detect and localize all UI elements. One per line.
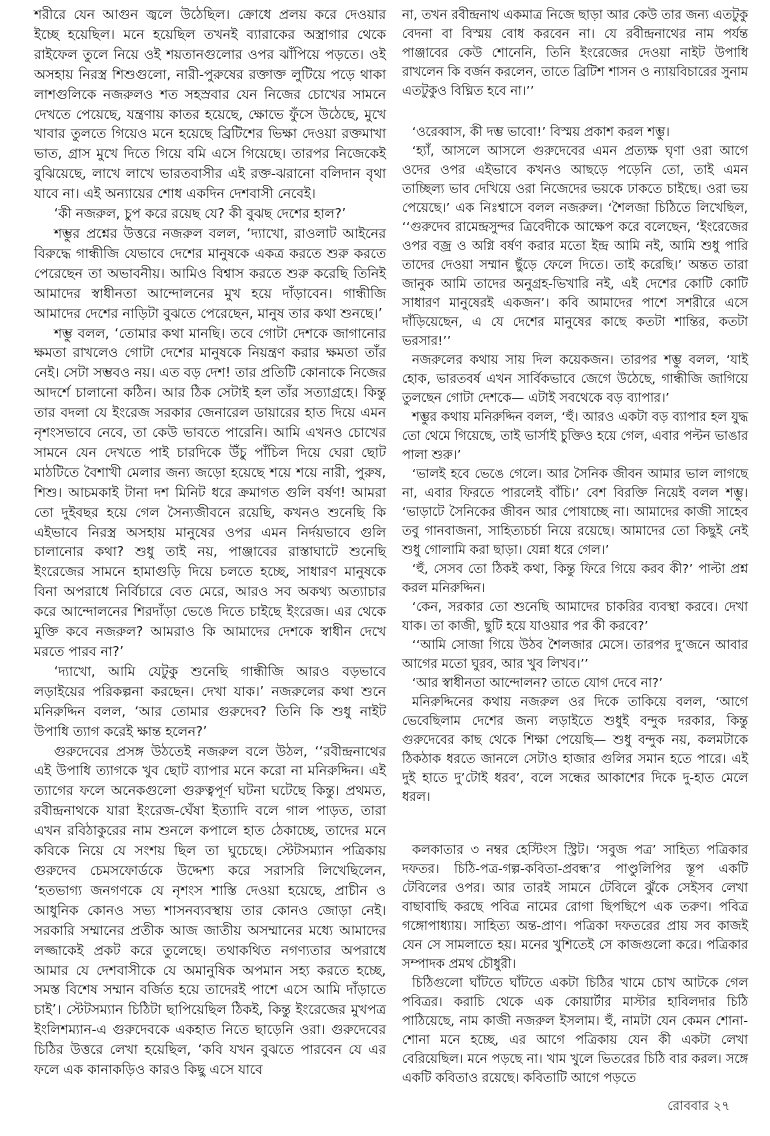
section-break	[402, 807, 748, 841]
paragraph: ‘আর স্বাধীনতা আন্দোলন? তাতে যোগ দেবে না?’	[412, 676, 663, 691]
paragraph: ‘ওরেব্বাস, কী দম্ভ ভাবো!’ বিস্ময় প্রকাশ করল শম্ভু।	[412, 125, 670, 140]
paragraph: কলকাতার ৩ নম্বর হেস্টিংস স্ট্রিট। ‘সবুজ পত্র’ সাহিত্য পত্রিকার দফতর। চিঠি-পত্র-গল্প-কবিতা-প্রবন্ধ’র পাণ্ডুলিপির স্তূপ একটি টেবিলের ওপর। আর তারই সামনে টেবিলে ঝুঁকে সেইসব লেখা বাছাবাছি করছে পবিত্র নামের রোগা ছিপছিপে এক তরুণ। পবিত্র গঙ্গোপাধ্যায়। সাহিত্য অন্ত-প্রাণ। পত্রিকা দফতরের প্রায় সব কাজই যেন সে সামলাতে হয়। মনের খুশিতেই সে কাজগুলো করে। পত্রিকার সম্পাদক প্রমথ চৌধুরী।	[402, 843, 748, 972]
paragraph: ‘কেন, সরকার তো শুনেছি আমাদের চাকরির ব্যবস্থা করবে। দেখা যাক। তা কাজী, ছুটি হয়ে যাওয়ার পর কী করবে?’	[402, 600, 748, 634]
page-footer: রোববার ২৭	[667, 1099, 730, 1114]
paragraph: শরীরে যেন আগুন জ্বলে উঠেছিল। ক্রোধে প্রলয় করে দেওয়ার ইচ্ছে হয়েছিল। মনে হয়েছিল তখনই ব্যারাকের অস্ত্রাগার থেকে রাইফেল তুলে নিয়ে ওই শয়তানগুলোর ওপর ঝাঁপিয়ে পড়তে। ওই অসহায় নিরস্ত্র শিশুগুলো, নারী-পুরুষের রক্তাক্ত লুটিয়ে পড়ে থাকা লাশগুলিকে নজরুলও শত সহস্রবার যেন নিজের চোখের সামনে দেখতে পেয়েছে, যন্ত্রণায় কাতর হয়েছে, ক্ষোভে ফুঁসে উঠেছে, মুখে খাবার তুলতে গিয়েও মনে হয়েছে ব্রিটিশের ভিক্ষা দেওয়া রক্তমাখা ভাত, গ্রাস মুখে দিতে গিয়ে বমি এসে গিয়েছে। তারপর নিজেকেই বুঝিয়েছে, লাখে লাখে ভারতবাসীর এই রক্ত-ঝরানো বলিদান বৃথা যাবে না। এই অন্যায়ের শোধ একদিন দেশবাসী নেবেই।	[34, 8, 386, 203]
paragraph: গুরুদেবের প্রসঙ্গ উঠতেই নজরুল বলে উঠল, ‘‘রবীন্দ্রনাথের এই উপাধি ত্যাগকে খুব ছোট ব্যাপার মনে করো না মনিরুদ্দিন। এই ত্যাগের ফলে অনেকগুলো গুরুত্বপূর্ণ ঘটনা ঘটেছে কিন্তু। প্রথমত, রবীন্দ্রনাথকে যারা ইংরেজ-ঘেঁষা ইত্যাদি বলে গাল পাড়ত, তারা এখন রবিঠাকুরের নাম শুনলে কপালে হাত ঠেকাচ্ছে, তাদের মনে কবিকে নিয়ে যে সংশয় ছিল তা ঘুচেছে। স্টেটসম্যান পত্রিকায় গুরুদেব চেমসফোর্ডকে উদ্দেশ্য করে সরাসরি লিখেছিলেন, ‘হতভাগ্য জনগণকে যে নৃশংস শাস্তি দেওয়া হয়েছে, প্রাচীন ও আধুনিক কোনও সভ্য শাসনব্যবস্থায় তার কোনও জোড়া নেই। সরকারি সম্মানের প্রতীক আজ জাতীয় অসম্মানের মধ্যে আমাদের লজ্জাকেই প্রকট করে তুলেছে। তথাকথিত নগণ্যতার অপরাধে আমার যে দেশবাসীকে যে অমানুষিক অপমান সহ্য করতে হচ্ছে, সমস্ত বিশেষ সম্মান বর্জিত হয়ে তাদেরই পাশে এসে আমি দাঁড়াতে চাই’। স্টেটসম্যান চিঠিটা ছাপিয়েছিল ঠিকই, কিন্তু ইংরেজের মুখপত্র ইংলিশম্যান-এ গুরুদেবকে একহাত নিতে ছাড়েনি ওরা। গুরুদেবের চিঠির উত্তরে লেখা হয়েছিল, ‘কবি যখন বুঝতে পারবেন যে এর ফলে এক কানাকড়িও কারও কিছু এসে যাবে	[34, 744, 386, 1079]
section-gap	[402, 101, 748, 123]
paragraph: নজরুলের কথায় সায় দিল কয়েকজন। তারপর শম্ভু বলল, ‘যাই হোক, ভারতবর্ষ এখন সার্বিকভাবে জেগে উঠেছে, গান্ধীজি জাগিয়ে তুলছেন গোটা দেশকে— এটাই সবথেকে বড় ব্যাপার।’	[402, 353, 748, 406]
paragraph: ‘কী নজরুল, চুপ করে রয়েছ যে? কী বুঝছ দেশের হাল?’	[54, 207, 346, 223]
paragraph: শম্ভুর কথায় মনিরুদ্দিন বলল, ‘হুঁ। আরও একটা বড় ব্যাপার হল যুদ্ধ তো থেমে গিয়েছে, তাই ভার্সাই চুক্তিও হয়ে গেল, এবার পল্টন ভাঙার পালা শুরু।’	[402, 410, 748, 463]
right-column	[402, 6, 748, 1088]
paragraph: ‘ভালই হবে ভেঙে গেলে। আর সৈনিক জীবন আমার ভাল লাগছে না, এবার ফিরতে পারলেই বাঁচি।’ বেশ বিরক্তি নিয়েই বলল শম্ভু। ‘ভাড়াটে সৈনিকের জীবন আর পোষাচ্ছে না। আমাদের কাজী সাহেব তবু গানবাজনা, সাহিত্যচর্চা নিয়ে রয়েছে। আমাদের তো কিছুই নেই শুধু গোলামি করা ছাড়া। যেন্না ধরে গেল।’	[402, 467, 748, 558]
paragraph: না, তখন রবীন্দ্রনাথ একমাত্র নিজে ছাড়া আর কেউ তার জন্য এতটুকু বেদনা বা বিস্ময় বোধ করবেন না। যে রবীন্দ্রনাথের নাম পর্যন্ত পাঞ্জাবের কেউ শোনেনি, তিনি ইংরেজের দেওয়া নাইট উপাধি রাখলেন কি বর্জন করলেন, তাতে ব্রিটিশ শাসন ও ন্যায়বিচারের সুনাম এতটুকুও বিঘ্নিত হবে না।’’	[402, 8, 748, 99]
paragraph: চিঠিগুলো ঘাঁটতে ঘাঁটতে একটা চিঠির খামে চোখ আটকে গেল পবিত্রর। করাচি থেকে এক কোয়ার্টার মাস্টার হাবিলদার চিঠি পাঠিয়েছে, নাম কাজী নজরুল ইসলাম। হুঁ, নামটা যেন কেমন শোনা-শোনা মনে হচ্ছে, এর আগে পত্রিকায় যেন কী একটা লেখা বেরিয়েছিল। মনে পড়ছে না। খাম খুলে ভিতরের চিঠি বার করল। সঙ্গে একটি কবিতাও রয়েছে। কবিতাটি আগে পড়তে	[402, 976, 748, 1086]
paragraph: মনিরুদ্দিনের কথায় নজরুল ওর দিকে তাকিয়ে বলল, ‘আগে ভেবেছিলাম দেশের জন্য লড়াইতে শুধুই বন্দুক দরকার, কিন্তু গুরুদেবের কাছ থেকে শিক্ষা পেয়েছি— শুধু বন্দুক নয়, কলমটাকে ঠিকঠাক ধরতে জানলে সেটাও হাজার গুলির সমান হতে পারে। এই দুই হাতে দু’টোই ধরব’, বলে সন্ধের আকাশের দিকে দু-হাত মেলে ধরল।	[402, 695, 748, 805]
paragraph: ‘দ্যাখো, আমি যেটুকু শুনেছি গান্ধীজি আরও বড়ভাবে লড়াইয়ের পরিকল্পনা করছেন। দেখা যাক।’ নজরুলের কথা শুনে মনিরুদ্দিন বলল, ‘আর তোমার গুরুদেব? তিনি কি শুধু নাইট উপাধি ত্যাগ করেই ক্ষান্ত হলেন?’	[34, 664, 386, 740]
paragraph: শম্ভুর প্রশ্নের উত্তরে নজরুল বলল, ‘দ্যাখো, রাওলাট আইনের বিরুদ্ধে গান্ধীজি যেভাবে দেশের মানুষকে একত্র করতে শুরু করতে পেরেছেন তা অভাবনীয়। আমিও বিশ্বাস করতে শুরু করেছি তিনিই আমাদের স্বাধীনতা আন্দোলনের মুখ হয়ে দাঁড়াবেন। গান্ধীজি আমাদের দেশের নাড়িটা বুঝতে পেরেছেন, মানুষ তার কথা শুনছে।’	[34, 226, 386, 322]
paragraph: ‘‘আমি সোজা গিয়ে উঠব শৈলজার মেসে। তারপর দু’জনে আবার আগের মতো ঘুরব, আর খুব লিখব।’’	[402, 638, 748, 672]
paragraph: ‘হুঁ, সেসব তো ঠিকই কথা, কিন্তু ফিরে গিয়ে করব কী?’ পাল্টা প্রশ্ন করল মনিরুদ্দিন।	[402, 562, 748, 596]
left-column	[34, 6, 386, 1081]
paragraph: শম্ভু বলল, ‘তোমার কথা মানছি। তবে গোটা দেশকে জাগানোর ক্ষমতা রাখলেও গোটা দেশের মানুষকে নিয়ন্ত্রণ করার ক্ষমতা তাঁর নেই। সেটা সম্ভবও নয়। এত বড় দেশ! তার প্রতিটি কোনাকে নিজের আদর্শে চালানো কঠিন। আর ঠিক সেটাই হল তাঁর সত্যাগ্রহে। কিন্তু তার বদলা যে ইংরেজ সরকার জেনারেল ডায়ারের হাত দিয়ে এমন নৃশংসভাবে নেবে, তা কেউ ভাবতে পারেনি। আমি এখনও চোখের সামনে যেন দেখতে পাই চারদিকে উঁচু পাঁচিল দিয়ে ঘেরা ছোট মাঠটিতে বৈশাখী মেলার জন্য জড়ো হয়েছে শয়ে শয়ে নারী, পুরুষ, শিশু। আচমকাই টানা দশ মিনিট ধরে ক্রমাগত গুলি বর্ষণ! আমরা তো দুইবছর হয়ে গেল সৈন্যজীবনে রয়েছি, কখনও শুনেছি কি এইভাবে নিরস্ত্র অসহায় মানুষের ওপর এমন নির্দয়ভাবে গুলি চালানোর কথা? শুধু তাই নয়, পাঞ্জাবের রাস্তাঘাটে শুনেছি ইংরেজের সামনে হামাগুড়ি দিয়ে চলতে হচ্ছে, সাধারণ মানুষকে বিনা অপরাধে নির্বিচারে বেত মেরে, আরও সব অকথ্য অত্যাচার করে আন্দোলনের শিরদাঁড়া ভেঙে দিতে চাইছে ইংরেজ। এর থেকে মুক্তি কবে নজরুল? আমরাও কি আমাদের দেশকে স্বাধীন দেখে মরতে পারব না?’	[34, 326, 386, 660]
paragraph: ‘হ্যাঁ, আসলে আসলে গুরুদেবের এমন প্রত্যক্ষ ঘৃণা ওরা আগে ওদের ওপর এইভাবে কখনও আছড়ে পড়েনি তো, তাই এমন তাচ্ছিল্য ভাব দেখিয়ে ওরা নিজেদের ভয়কে ঢাকতে চাইছে। ওরা ভয় পেয়েছে।’ এক নিঃশ্বাসে বলল নজরুল। ‘শৈলজা চিঠিতে লিখেছিল, ‘‘গুরুদেব রামেন্দ্রসুন্দর ত্রিবেদীকে আক্ষেপ করে বলেছেন, ‘ইংরেজের ওপর বজ্র ও অগ্নি বর্ষণ করার মতো ইন্দ্র আমি নই, আমি শুধু পারি তাদের দেওয়া সম্মান ছুঁড়ে ফেলে দিতে। তাই করেছি।’ অন্তত তারা জানুক আমি তাদের অনুগ্রহ-ভিখারি নই, এই দেশের কোটি কোটি সাধারণ মানুষেরই একজন’। কবি আমাদের পাশে সশরীরে এসে দাঁড়িয়েছেন, এ যে দেশের মানুষের কাছে কতটা শান্তির, কতটা ভরসার!’’	[402, 144, 748, 349]
